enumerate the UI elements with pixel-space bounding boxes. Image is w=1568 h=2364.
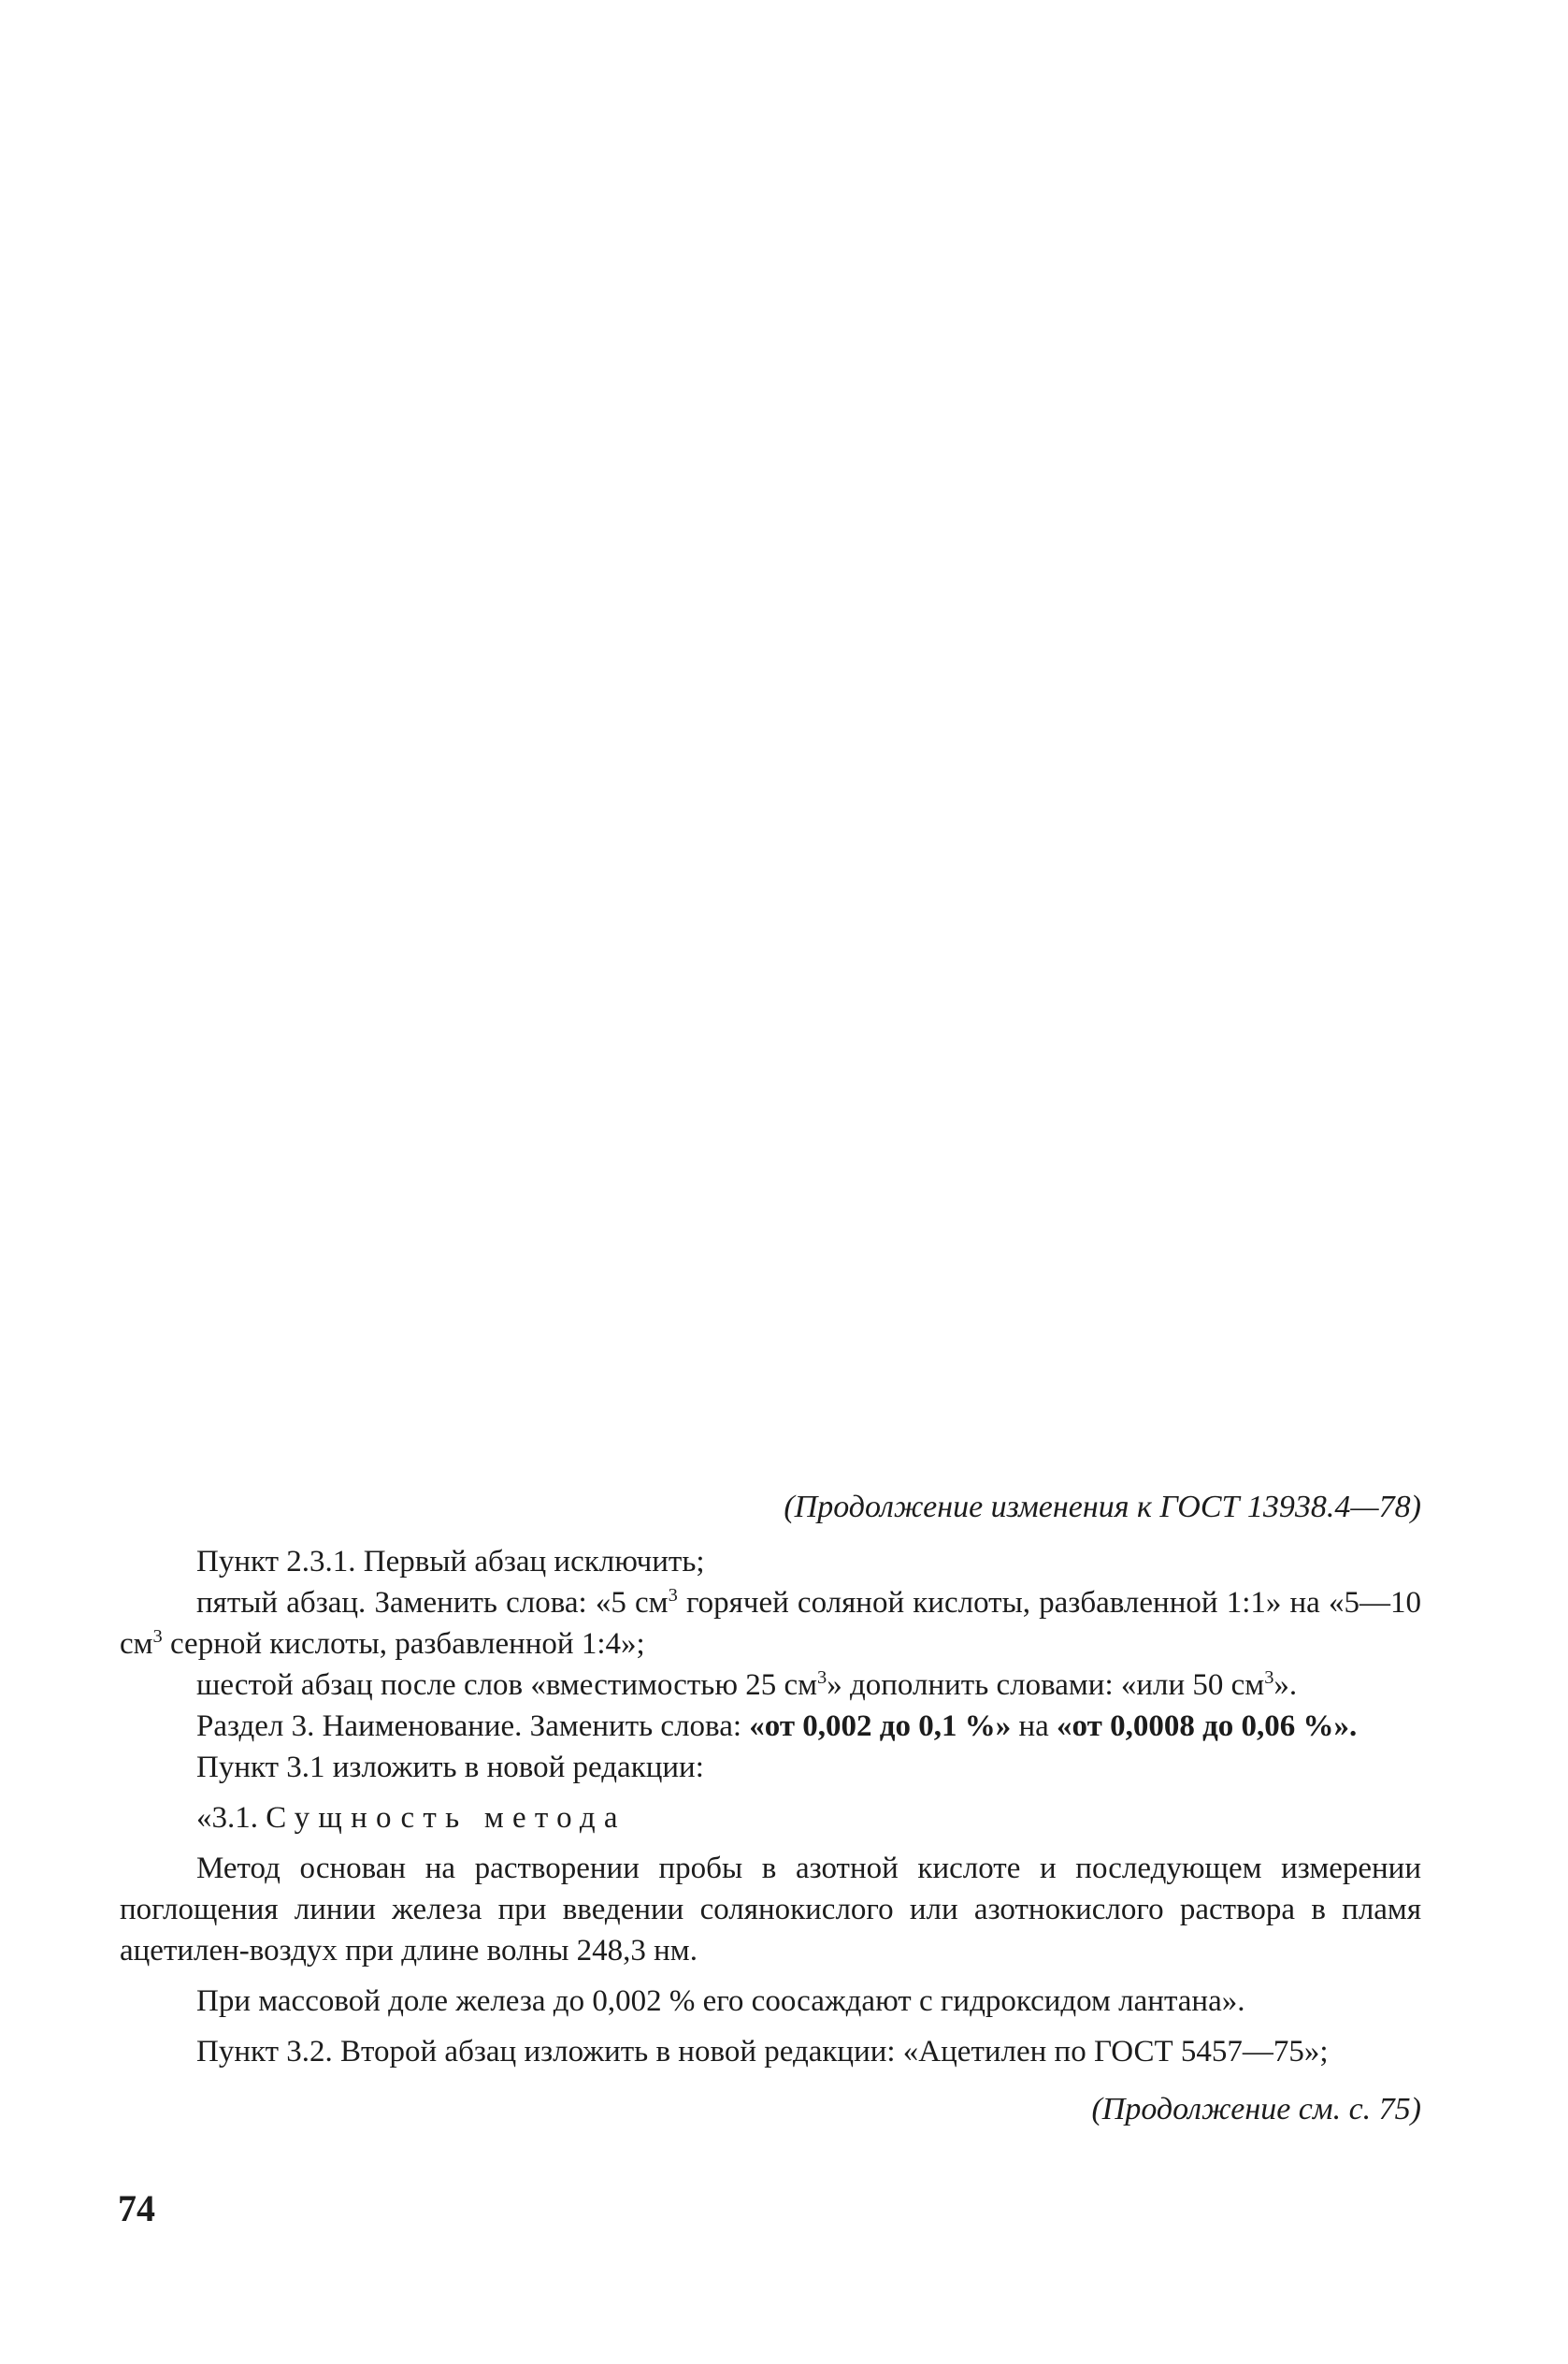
paragraph-clause-3-1: Пункт 3.1 изложить в новой редакции: — [196, 1751, 704, 1784]
text-run: Раздел 3. Наименование. Заменить слова: — [196, 1709, 750, 1743]
amendment-text — [120, 1487, 1421, 2162]
paragraph-fifth-abzac — [120, 1582, 1421, 1665]
text-run: » дополнить словами: «или 50 см — [827, 1668, 1265, 1702]
text-run: пятый абзац. Заменить слова: «5 см — [196, 1586, 669, 1620]
superscript: 3 — [668, 1585, 678, 1606]
superscript: 3 — [152, 1626, 163, 1647]
text-run: серной кислоты, разбавленной 1:4»; — [162, 1627, 645, 1661]
paragraph-clause-3-2: Пункт 3.2. Второй абзац изложить в новой редакции: «Ацетилен по ГОСТ 5457—75»; — [196, 2035, 1329, 2068]
superscript: 3 — [1264, 1667, 1274, 1688]
superscript: 3 — [817, 1667, 827, 1688]
page-number: 74 — [118, 2187, 155, 2229]
paragraph-clause-2-3-1: Пункт 2.3.1. Первый абзац исключить; — [196, 1545, 705, 1578]
text-run: на — [1011, 1709, 1057, 1743]
continuation-header: (Продолжение изменения к ГОСТ 13938.4—78) — [784, 1490, 1421, 1524]
text-run: горячей соляной кислоты, разбавленной 1:1» на «5—10 см — [120, 1586, 1421, 1661]
continuation-footer: (Продолжение см. с. 75) — [1091, 2092, 1421, 2126]
paragraph-sixth-abzac — [120, 1665, 1421, 1706]
paragraph-iron-fraction: При массовой доле железа до 0,002 % его соосаждают с гидроксидом лантана». — [196, 1984, 1245, 2018]
bold-range-new: «от 0,0008 до 0,06 %». — [1057, 1709, 1358, 1743]
text-run: шестой абзац после слов «вместимостью 25 см — [196, 1668, 817, 1702]
text-run: ». — [1273, 1668, 1298, 1702]
subheading-essence-of-method — [120, 1797, 1421, 1838]
spaced-heading: Сущность метода — [266, 1801, 626, 1835]
bold-range-old: «от 0,002 до 0,1 %» — [749, 1709, 1012, 1743]
paragraph-method-description: Метод основан на растворении пробы в азотной кислоте и последующем измерении поглощения линии железа при введении солянокислого или азотнокислого раствора в пламя ацетилен-воздух при длине волны 248,3 нм. — [120, 1852, 1421, 1968]
paragraph-section-3-title — [120, 1706, 1421, 1747]
text-run: «3.1. — [196, 1801, 266, 1835]
